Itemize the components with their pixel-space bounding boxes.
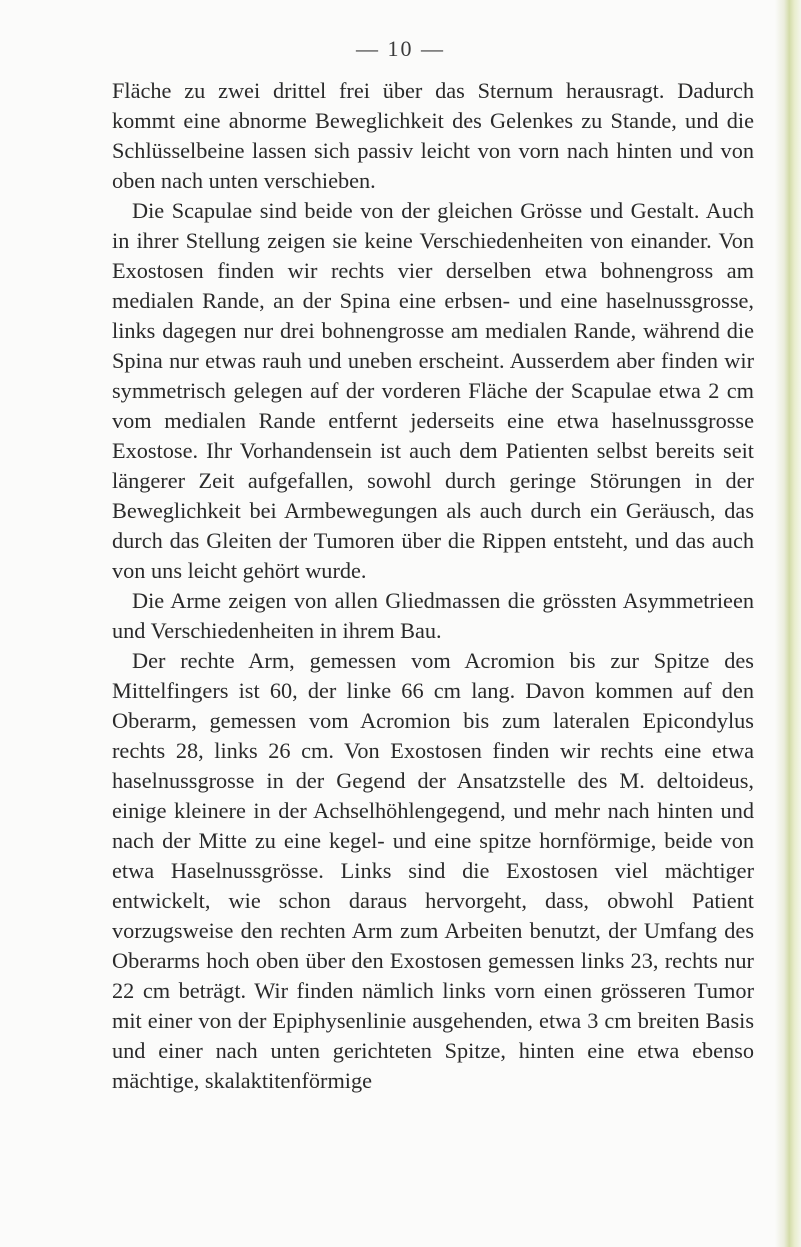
paragraph-right-arm: Der rechte Arm, gemessen vom Acromion bis zur Spitze des Mittelfingers ist 60, der linke 66 cm lang. Davon kommen auf den Oberarm, gemessen vom Acromion bis zum lateralen Epicondylus rechts 28, links 26 cm. Von Exostosen finden wir rechts eine etwa haselnussgrosse in der Gegend der Ansatzstelle des M. deltoideus, einige kleinere in der Achselhöhlengegend, und mehr nach hinten und nach der Mitte zu eine kegel- und eine spitze hornförmige, beide von etwa Haselnussgrösse. Links sind die Exostosen viel mächtiger entwickelt, wie schon daraus hervorgeht, dass, obwohl Patient vorzugsweise den rechten Arm zum Arbeiten benutzt, der Umfang des Oberarms hoch oben über den Exostosen gemessen links 23, rechts nur 22 cm beträgt. Wir finden nämlich links vorn einen grösseren Tumor mit einer von der Epiphysenlinie ausgehenden, etwa 3 cm breiten Basis und einer nach unten gerichteten Spitze, hinten eine etwa ebenso mächtige, skalaktitenförmige [112,648,754,1093]
paragraph-scapulae: Die Scapulae sind beide von der gleichen Grösse und Gestalt. Auch in ihrer Stellung zeigen sie keine Verschiedenheiten von einander. Von Exostosen finden wir rechts vier derselben etwa bohnengross am medialen Rande, an der Spina eine erbsen- und eine haselnussgrosse, links dagegen nur drei bohnengrosse am medialen Rande, während die Spina nur etwas rauh und uneben erscheint. Ausserdem aber finden wir symmetrisch gelegen auf der vorderen Fläche der Scapulae etwa 2 cm vom medialen Rande entfernt jederseits eine etwa haselnussgrosse Exostose. Ihr Vorhandensein ist auch dem Patienten selbst bereits seit längerer Zeit aufgefallen, sowohl durch geringe Störungen in der Beweglichkeit bei Armbewegungen als auch durch ein Geräusch, das durch das Gleiten der Tumoren über die Rippen entsteht, und das auch von uns leicht gehört wurde. [112,198,754,583]
page-edge-shadow [775,0,801,1247]
body-text [112,76,754,1096]
page-number: — 10 — [356,36,445,61]
paragraph-arms-intro: Die Arme zeigen von allen Gliedmassen die grössten Asymmetrieen und Verschiedenheiten in ihrem Bau. [112,588,754,643]
paragraph-clavicle: Fläche zu zwei drittel frei über das Sternum herausragt. Dadurch kommt eine abnorme Beweglichkeit des Gelenkes zu Stande, und die Schlüsselbeine lassen sich passiv leicht von vorn nach hinten und von oben nach unten verschieben. [112,78,754,193]
